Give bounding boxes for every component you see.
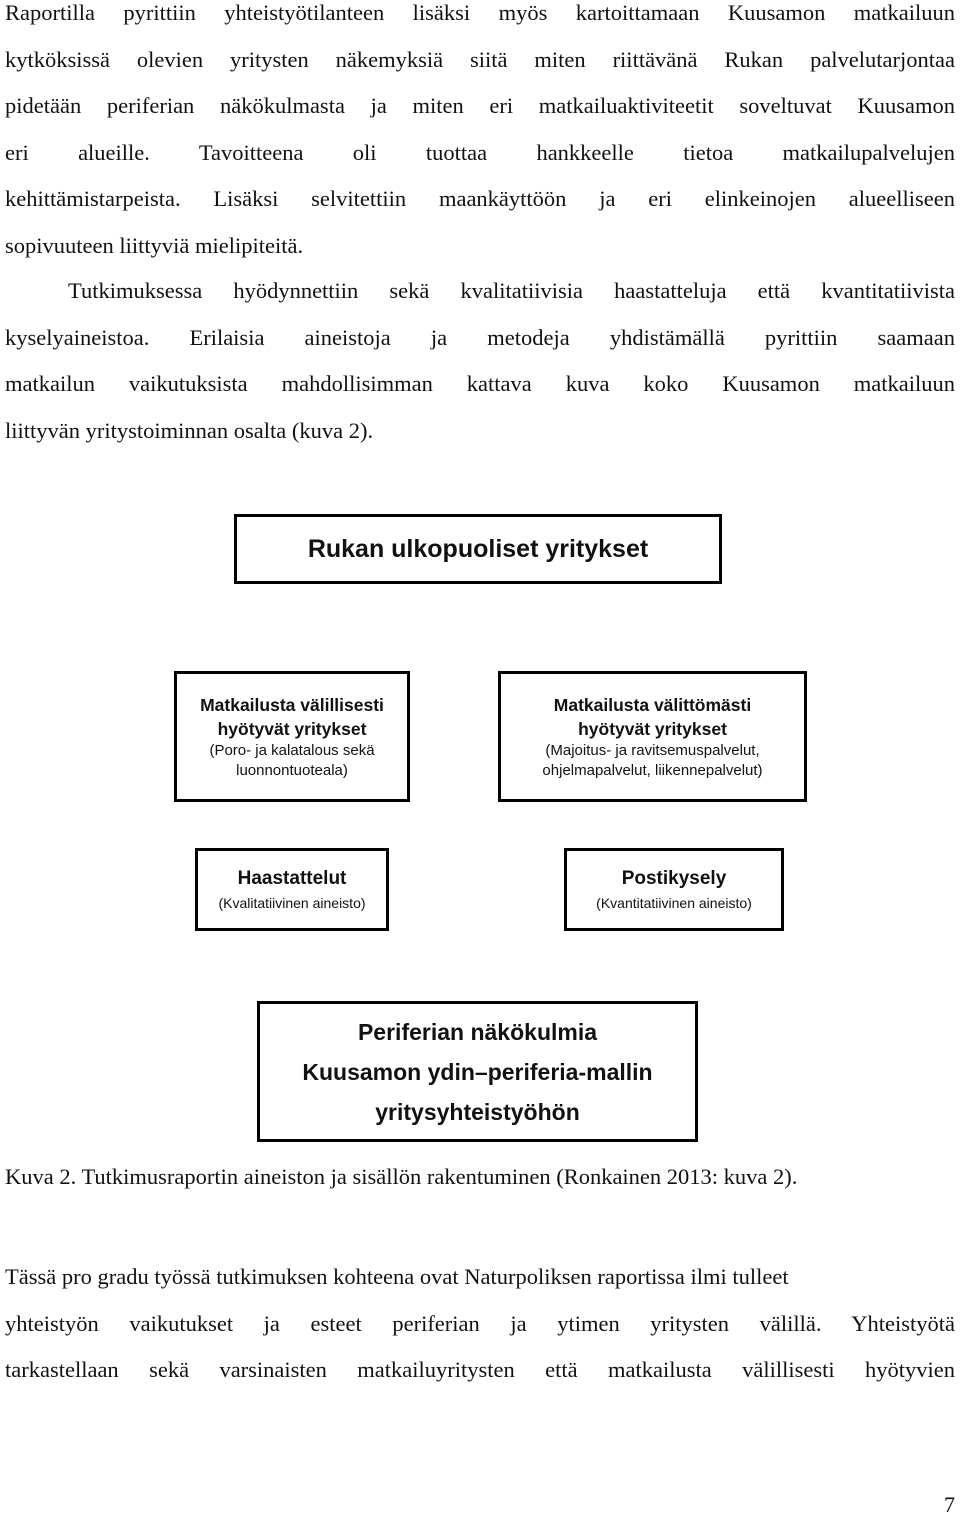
box-title: Haastattelut: [237, 867, 347, 889]
paragraph-2: [5, 268, 955, 454]
box-indirect-beneficiaries: [174, 671, 410, 802]
box-direct-beneficiaries: [498, 671, 807, 802]
box-title: Postikysely: [621, 867, 727, 889]
box-title-line: Kuusamon ydin–periferia-mallin: [302, 1058, 653, 1085]
box-title-line: hyötyvät yritykset: [217, 718, 367, 739]
text-line: Raportilla pyrittiin yhteistyötilanteen lisäksi myös kartoittamaan Kuusamon matkailuun: [5, 0, 955, 25]
box-title: Rukan ulkopuoliset yritykset: [307, 534, 649, 563]
box-interviews: [195, 848, 389, 931]
box-detail-line: (Majoitus- ja ravitsemuspalvelut,: [545, 741, 760, 759]
box-outside-companies: [234, 514, 722, 584]
box-periphery-perspectives: [257, 1001, 698, 1142]
box-detail: (Kvalitatiivinen aineisto): [218, 894, 366, 911]
text-line: pidetään periferian näkökulmasta ja miten eri matkailuaktiviteetit soveltuvat Kuusamon: [5, 93, 955, 119]
text-line: kehittämistarpeista. Lisäksi selvitettiin maankäyttöön ja eri elinkeinojen alueelliseen: [5, 186, 955, 212]
paragraph-3: [5, 1254, 955, 1394]
text-line: kyselyaineistoa. Erilaisia aineistoja ja metodeja yhdistämällä pyrittiin saamaan: [5, 324, 955, 350]
box-title-line: hyötyvät yritykset: [578, 718, 727, 739]
text-line: eri alueille. Tavoitteena oli tuottaa hankkeelle tietoa matkailupalvelujen: [5, 139, 955, 165]
figure-caption: Kuva 2. Tutkimusraportin aineiston ja sisällön rakentuminen (Ronkainen 2013: kuva 2).: [5, 1164, 798, 1189]
box-detail-line: (Poro- ja kalatalous sekä: [209, 741, 375, 759]
text-line: tarkastellaan sekä varsinaisten matkailuyritysten että matkailusta välillisesti hyötyvien: [5, 1357, 955, 1383]
box-title-line: Matkailusta välillisesti: [200, 694, 384, 715]
text-line: Tutkimuksessa hyödynnettiin sekä kvalitatiivisia haastatteluja että kvantitatiivista: [68, 278, 955, 303]
box-detail: (Kvantitatiivinen aineisto): [596, 894, 752, 911]
box-title-line: Matkailusta välittömästi: [553, 694, 752, 715]
page-number: 7: [944, 1492, 955, 1517]
text-line: sopivuuteen liittyviä mielipiteitä.: [5, 232, 304, 258]
box-title-line: Periferian näkökulmia: [357, 1018, 598, 1045]
box-detail-line: luonnontuoteala): [236, 761, 348, 779]
text-line: liittyvän yritystoiminnan osalta (kuva 2).: [5, 417, 374, 443]
text-line: matkailun vaikutuksista mahdollisimman kattava kuva koko Kuusamon matkailuun: [5, 371, 955, 397]
text-line: Tässä pro gradu työssä tutkimuksen kohteena ovat Naturpoliksen raportissa ilmi tulleet: [5, 1264, 789, 1289]
text-line: yhteistyön vaikutukset ja esteet periferian ja ytimen yritysten välillä. Yhteistyötä: [5, 1310, 955, 1336]
paragraph-1: [5, 0, 955, 270]
box-title-line: yritysyhteistyöhön: [375, 1098, 580, 1125]
box-detail-line: ohjelmapalvelut, liikennepalvelut): [542, 761, 763, 779]
text-line: kytköksissä olevien yritysten näkemyksiä siitä miten riittävänä Rukan palvelutarjontaa: [5, 46, 955, 72]
box-survey: [564, 848, 784, 931]
